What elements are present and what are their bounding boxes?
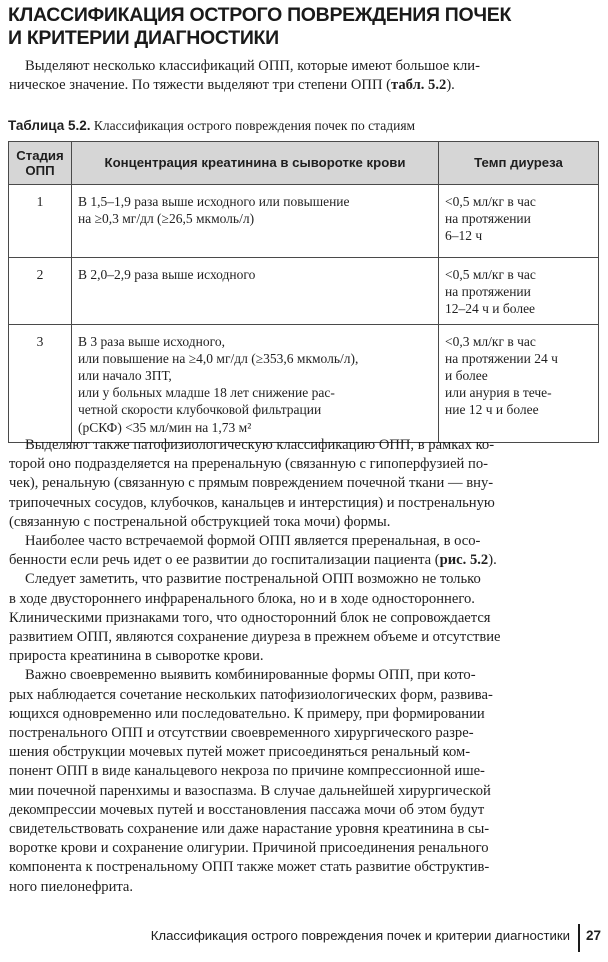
section-heading — [8, 4, 598, 50]
table-row — [9, 324, 599, 442]
paragraph-line — [9, 551, 595, 570]
cell-line: 12–24 ч и более — [445, 301, 536, 317]
diuresis-cell — [439, 258, 599, 325]
creatinine-cell — [72, 258, 439, 325]
stage-cell: 1 — [9, 185, 72, 258]
paragraph-line: Клиническими признаками того, что односторонний блок не сопровождается — [9, 609, 491, 626]
paragraph-line: понент ОПП в виде канальцевого некроза по причине компрессионной ише- — [9, 763, 485, 780]
paragraph-text: ). — [488, 552, 497, 569]
paragraph-line: свидетельствовать сохранение или даже нарастание уровня креатинина в сы- — [9, 821, 490, 838]
diuresis-cell — [439, 185, 599, 258]
cell-line: и более — [445, 368, 488, 384]
paragraph-line: воротке крови и сохранение олигурии. Причиной присоединения ренального — [9, 840, 489, 857]
diuresis-cell — [439, 324, 599, 442]
cell-line: <0,3 мл/кг в час — [445, 333, 536, 349]
paragraph-line: Наиболее часто встречаемой формой ОПП является преренальная, в осо- — [25, 533, 481, 550]
paragraph-line: Выделяют также патофизиологическую классификацию ОПП, в рамках ко- — [25, 437, 495, 453]
header-stage — [9, 142, 72, 185]
stage-cell: 3 — [9, 324, 72, 442]
cell-line: 6–12 ч — [445, 228, 483, 244]
aki-stage-table — [8, 141, 599, 443]
paragraph-line: шения обструкции мочевых путей может присоединяться ренальный ком- — [9, 744, 471, 761]
paragraph-pathophysiology — [9, 436, 595, 532]
paragraph-line: ющихся одновременно или последовательно. К примеру, при формировании — [9, 705, 485, 722]
cell-line: В 1,5–1,9 раза выше исходного или повышение — [78, 194, 350, 209]
paragraph-combined-forms — [9, 666, 595, 896]
cell-line: (рСКФ) <35 мл/мин на 1,73 м² — [78, 419, 252, 435]
page-footer — [0, 924, 608, 954]
paragraph-line: мии почечной паренхимы и вазоспазма. В случае дальнейшей хирургической — [9, 782, 491, 799]
stage-cell: 2 — [9, 258, 72, 325]
cell-line: В 3 раза выше исходного, — [78, 333, 225, 349]
header-text: ОПП — [25, 163, 55, 178]
cell-line: или у больных младше 18 лет снижение рас- — [78, 385, 335, 401]
paragraph-line: компонента к постренальному ОПП также может стать развитие обструктив- — [9, 859, 490, 876]
cell-line: на протяжении 24 ч — [445, 350, 558, 366]
table-reference-link[interactable]: табл. 5.2 — [391, 77, 447, 94]
running-title: Классификация острого повреждения почек и критерии диагностики — [150, 928, 570, 943]
intro-paragraph — [9, 57, 595, 95]
page-number: 27 — [586, 928, 602, 943]
table-row — [9, 185, 599, 258]
cell-line: <0,5 мл/кг в час — [445, 267, 536, 282]
paragraph-line: чек), ренальную (связанную с прямым повреждением почечной ткани — вну- — [9, 475, 494, 492]
section-heading-line: И КРИТЕРИИ ДИАГНОСТИКИ — [8, 27, 279, 49]
cell-line: на ≥0,3 мг/дл (≥26,5 мкмоль/л) — [78, 211, 255, 227]
cell-line: ние 12 ч и более — [445, 402, 539, 418]
paragraph-line: развитием ОПП, являются сохранение диуреза в прежнем объеме и отсутствие — [9, 629, 501, 646]
table-caption-text: Классификация острого повреждения почек по стадиям — [93, 118, 416, 133]
cell-line: <0,5 мл/кг в час — [445, 194, 536, 209]
paragraph-line: ного пиелонефрита. — [9, 878, 134, 895]
paragraph-line: (связанную с постренальной обструкцией тока мочи) формы. — [9, 513, 391, 530]
paragraph-postrenal — [9, 570, 595, 666]
cell-line: или повышение на ≥4,0 мг/дл (≥353,6 мкмоль/л), — [78, 350, 359, 366]
cell-line: на протяжении — [445, 284, 531, 300]
paragraph-line: в ходе двустороннего инфраренального блока, но и в ходе одностороннего. — [9, 590, 475, 607]
paragraph-line — [9, 76, 595, 95]
paragraph-line: декомпрессии мочевых путей и восстановления пассажа мочи об этом будут — [9, 801, 485, 818]
paragraph-line: Важно своевременно выявить комбинированные формы ОПП, при кото- — [25, 667, 476, 684]
paragraph-line: рых наблюдается сочетание нескольких патофизиологических форм, развива- — [9, 686, 493, 703]
paragraph-line: Выделяют несколько классификаций ОПП, которые имеют большое кли- — [25, 58, 480, 74]
header-creatinine: Концентрация креатинина в сыворотке крови — [72, 142, 439, 185]
paragraph-line: трипочечных сосудов, клубочков, канальцев и интерстиция) и постренальную — [9, 494, 495, 511]
paragraph-line: прироста креатинина в сыворотке крови. — [9, 648, 264, 665]
table-row — [9, 258, 599, 325]
cell-line: В 2,0–2,9 раза выше исходного — [78, 267, 256, 282]
paragraph-prerenal — [9, 532, 595, 570]
paragraph-text: бенности если речь идет о ее развитии до госпитализации пациента ( — [9, 552, 440, 569]
figure-reference-link[interactable]: рис. 5.2 — [439, 552, 489, 569]
paragraph-text: ническое значение. По тяжести выделяют три степени ОПП ( — [9, 77, 391, 94]
paragraph-line: торой оно подразделяется на преренальную (связанную с гипоперфузией по- — [9, 456, 488, 473]
paragraph-line: Следует заметить, что развитие постренальной ОПП возможно не только — [25, 571, 481, 588]
cell-line: или анурия в тече- — [445, 385, 552, 401]
cell-line: на протяжении — [445, 211, 531, 227]
paragraph-text: ). — [446, 77, 455, 94]
table-caption — [8, 117, 598, 134]
creatinine-cell — [72, 324, 439, 442]
paragraph-line: постренального ОПП и отсутствии своевременного хирургического разре- — [9, 725, 474, 742]
footer-divider — [578, 924, 580, 952]
section-heading-line: КЛАССИФИКАЦИЯ ОСТРОГО ПОВРЕЖДЕНИЯ ПОЧЕК — [8, 4, 512, 26]
header-text: Стадия — [16, 147, 64, 163]
table-header-row — [9, 142, 599, 185]
cell-line: четной скорости клубочковой фильтрации — [78, 402, 322, 418]
table-caption-label: Таблица 5.2. — [8, 118, 91, 133]
header-diuresis: Темп диуреза — [439, 142, 599, 185]
cell-line: или начало ЗПТ, — [78, 368, 172, 384]
creatinine-cell — [72, 185, 439, 258]
body-text — [9, 436, 595, 897]
